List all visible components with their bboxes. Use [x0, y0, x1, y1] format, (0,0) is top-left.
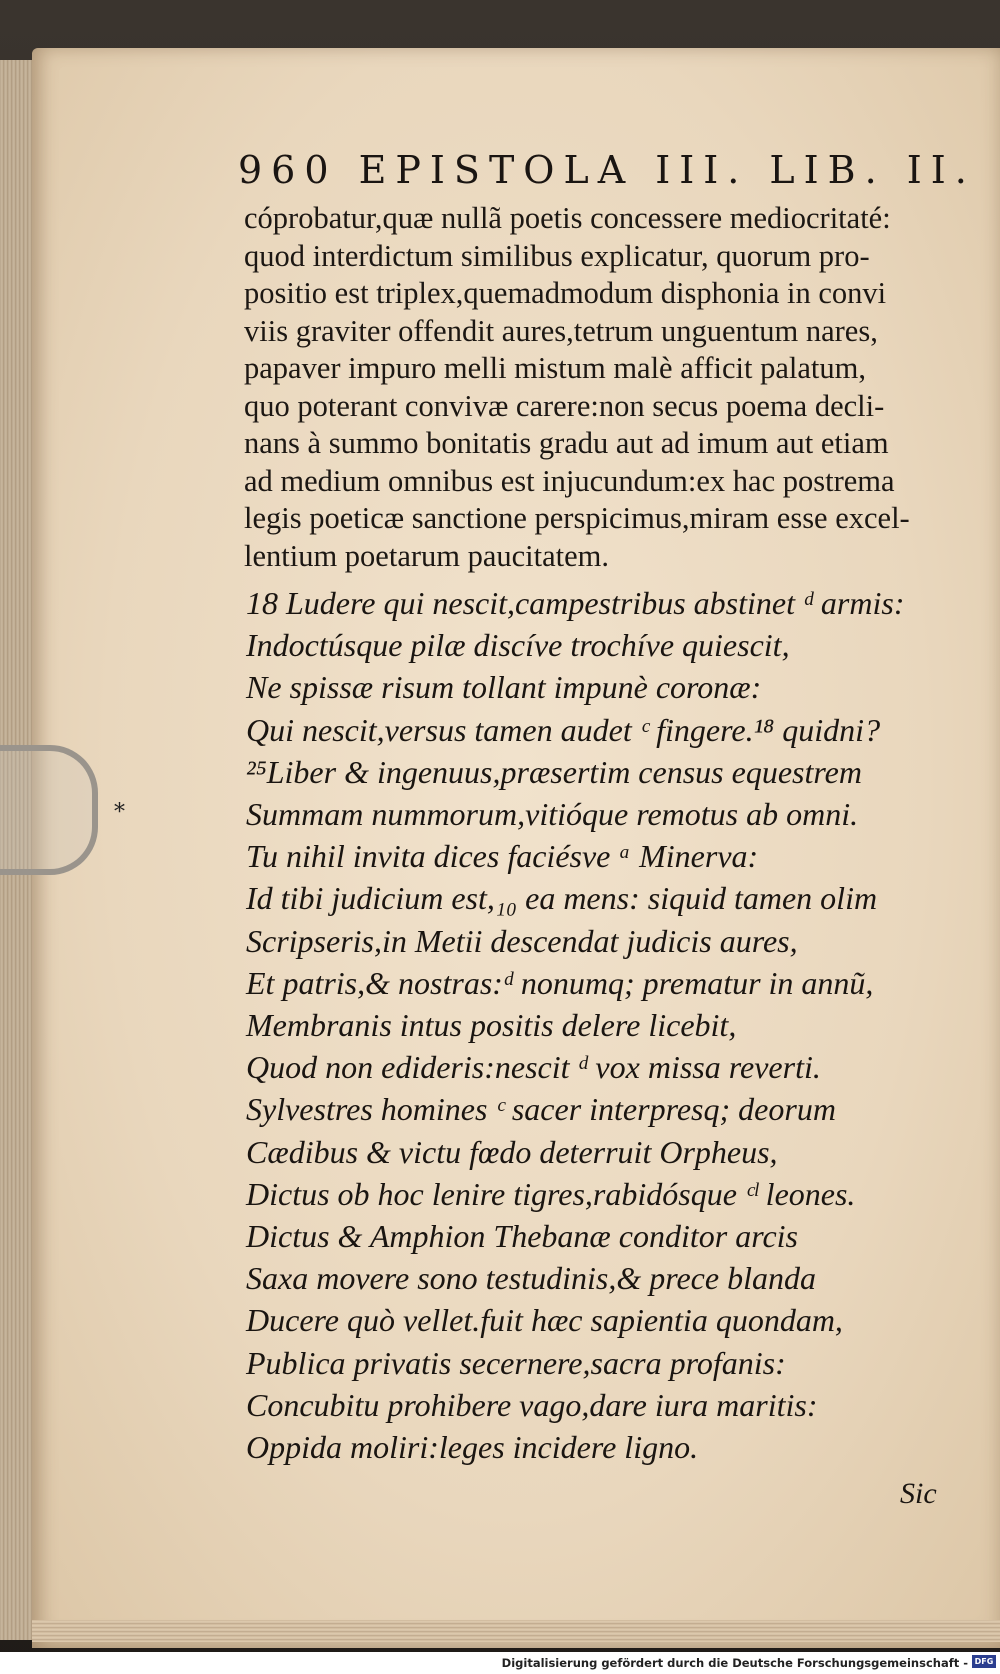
prose-line: cóprobatur,quæ nullã poetis concessere mediocritaté: [244, 201, 891, 235]
prose-line: papaver impuro melli mistum malè afficit palatum, [244, 351, 866, 385]
verse-line: ²⁵Liber & ingenuus,præsertim census equestrem [246, 753, 862, 790]
prose-line: quod interdictum similibus explicatur, quorum pro- [244, 238, 870, 273]
verse-line: Summam nummorum,vitióque remotus ab omni. [246, 796, 859, 833]
verse-line: Tu nihil invita dices faciésve ᵃ Minerva: [246, 838, 759, 875]
verse-line: Cædibus & victu fœdo deterruit Orpheus, [246, 1133, 778, 1170]
verse-line: Sylvestres homines ᶜ sacer interpresq; deorum [246, 1091, 836, 1128]
commentary-prose [244, 200, 949, 575]
verse-line: Oppida moliri:leges incidere ligno. [246, 1429, 699, 1466]
verse-line: Qui nescit,versus tamen audet ᶜ fingere.¹⁸ quidni? [246, 711, 881, 748]
margin-mark: * [114, 800, 125, 825]
footer-credit: Digitalisierung gefördert durch die Deutsche Forschungsgemeinschaft - [501, 1656, 968, 1670]
prose-line: legis poeticæ sanctione perspicimus,miram esse excel- [244, 501, 910, 535]
prose-line: ad medium omnibus est injucundum:ex hac postrema [244, 463, 895, 498]
verse-line: Saxa movere sono testudinis,& prece blanda [246, 1260, 816, 1297]
verse-line: Et patris,& nostras:ᵈ nonumq; prematur in annũ, [246, 964, 874, 1001]
verse-line: 18 Ludere qui nescit,campestribus abstinet ᵈ armis: [246, 585, 905, 621]
verse-line: Quod non edideris:nescit ᵈ vox missa reverti. [246, 1049, 821, 1086]
verse-line: Dictus & Amphion Thebanæ conditor arcis [246, 1218, 798, 1255]
verse-line: Ducere quò vellet.fuit hæc sapientia quondam, [246, 1302, 843, 1339]
verse-line: Membranis intus positis delere licebit, [246, 1007, 737, 1044]
prose-line: quo poterant convivæ carere:non secus poema decli- [244, 388, 885, 423]
verse-line: Concubitu prohibere vago,dare iura maritis: [246, 1386, 818, 1423]
verse-line: Scripseris,in Metii descendat judicis aures, [246, 922, 798, 959]
prose-line: viis graviter offendit aures,tetrum unguentum nares, [244, 313, 878, 348]
prose-line: nans à summo bonitatis gradu aut ad imum aut etiam [244, 426, 889, 460]
page-clip [0, 745, 98, 875]
verse-line: Indoctúsque pilæ discíve trochíve quiescit, [246, 627, 790, 664]
verse-line: Ne spissæ risum tollant impunè coronæ: [246, 669, 762, 706]
verse-line: Publica privatis secernere,sacra profanis: [246, 1344, 786, 1381]
verse-block [246, 582, 956, 1468]
prose-line: positio est triplex,quemadmodum disphonia in convi [244, 276, 887, 310]
running-header: 960 EPISTOLA III. LIB. II. [238, 148, 976, 192]
verse-line: Id tibi judicium est,₁₀ ea mens: siquid tamen olim [246, 880, 878, 917]
prose-line: lentium poetarum paucitatem. [244, 538, 610, 573]
verse-line: Dictus ob hoc lenire tigres,rabidósque ᶜˡ leones. [246, 1175, 856, 1212]
dfg-logo-icon: DFG [972, 1655, 996, 1668]
catchword: Sic [900, 1477, 937, 1510]
page-bottom-edge [32, 1620, 1000, 1642]
